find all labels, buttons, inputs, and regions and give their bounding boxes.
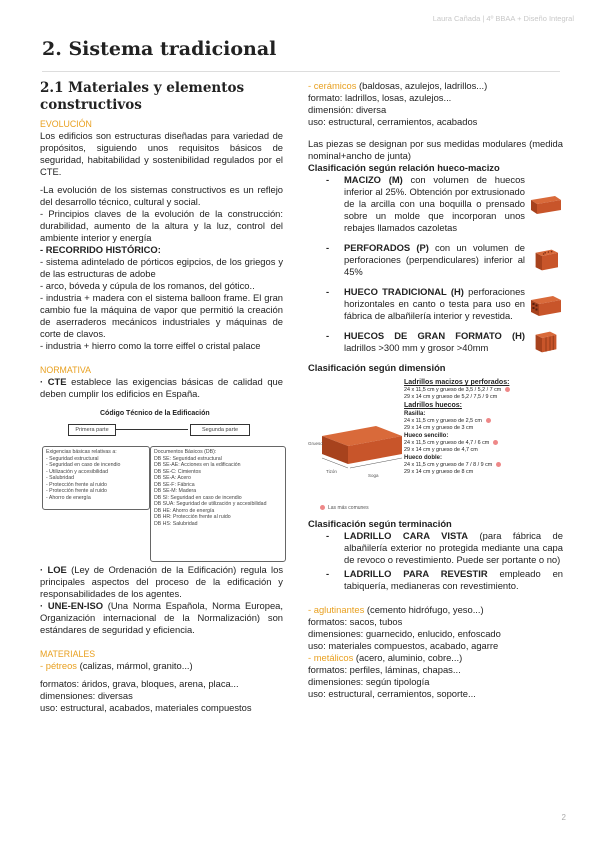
diagram-right-list <box>150 446 286 562</box>
diagram-line: DB SUA: Seguridad de utilización y accesibilidad <box>154 501 267 507</box>
revestir-text: empleado en tabiquería, medianeras con revestimiento. <box>344 568 563 591</box>
brick-hollow-image <box>529 292 563 316</box>
diagram-connector <box>116 429 188 430</box>
paragraph: - arco, bóveda y cúpula de los romanos, del gótico.. <box>40 280 255 291</box>
subheading: Clasificación según dimensión <box>308 362 446 373</box>
diagram-left-list <box>42 446 150 510</box>
petreos-label: - pétreos <box>40 660 77 671</box>
materiales-label: MATERIALES <box>40 649 96 659</box>
diagram-line: Exigencias básicas relativas a: <box>46 449 117 455</box>
brick-large-image <box>529 330 563 354</box>
page-number: 2 <box>561 813 566 822</box>
dimension-line: 24 x 11,5 cm y grueso de 3,5 / 5,2 / 7 cm <box>404 387 564 394</box>
list-item <box>308 330 563 354</box>
diagram-line: - Protección frente al ruido <box>46 488 107 494</box>
paragraph: Los edificios son estructuras diseñadas para variedad de propósitos, siguiendo unos requisitos básicos de seguridad, habitabilidad y sostenibilidad regulados por el CTE. <box>40 130 283 177</box>
diagram-line: DB HE: Ahorro de energía <box>154 507 215 514</box>
paragraph: formato: ladrillos, losas, azulejos... <box>308 92 452 103</box>
dimension-subheading: Hueco doble: <box>404 455 443 461</box>
hueco-text: perforaciones horizontales en canto o testa para uso en fábrica de albañilería interior y revestida. <box>344 286 525 321</box>
header-note: Laura Cañada | 4º BBAA + Diseño Integral <box>432 14 574 23</box>
loe-paragraph <box>40 564 283 600</box>
ceramicos-line <box>308 80 563 92</box>
list-text: - MACIZO (M) con volumen de huecos inferior al 25%. Obtención por extrusionado de la arcilla con una boquilla o prensado sobre un molde que incorporan unos rebajes llamados cazoletas <box>326 174 525 233</box>
dimension-heading: Ladrillos huecos: <box>404 402 462 409</box>
diagram-line: DB SE-F: Fábrica <box>154 481 195 488</box>
ceramicos-text: (baldosas, azulejos, ladrillos...) <box>356 80 488 91</box>
diagram-line: DB SE-M: Madera <box>154 488 197 494</box>
subheading: Clasificación según relación hueco-macizo <box>308 162 500 173</box>
cte-bold: · CTE <box>40 376 67 387</box>
list-text: - HUECO TRADICIONAL (H) perforaciones horizontales en canto o testa para uso en fábrica de albañilería interior y revestida. <box>326 286 525 321</box>
paragraph: - Principios claves de la evolución de la construcción: durabilidad, aumento de la altura y la luz, control del ambiente interior y energía <box>40 208 283 243</box>
petreos-text: (calizas, mármol, granito...) <box>77 660 193 671</box>
diagram-line: DB HS: Salubridad <box>154 520 198 527</box>
paragraph: dimensiones: según tipología <box>308 676 430 687</box>
brick-solid-image <box>529 192 563 216</box>
une-text: (Una Norma Española, Norma Europea, Organización internacional de la Normalización) son estándares de seguridad y eficiencia. <box>40 600 283 635</box>
diagram-line: - Ahorro de energía <box>46 494 91 501</box>
hueco-bold: HUECO TRADICIONAL (H) <box>344 286 464 297</box>
dimension-heading: Ladrillos macizos y perforados: <box>404 379 510 386</box>
une-bold: · UNE-EN-ISO <box>40 600 104 611</box>
diagram-line: - Seguridad estructural <box>46 455 99 462</box>
diagram-line: DB SE-AE: Acciones en la edificación <box>154 462 241 468</box>
dimension-line: 29 x 14 cm y grueso de 8 cm <box>404 469 474 475</box>
loe-text: (Ley de Ordenación de la Edificación) regula los principales aspectos del proceso de la edificación y responsabilidades de los agentes. <box>40 564 284 599</box>
diagram-box-left: Primera parte <box>68 424 116 436</box>
list-item <box>308 242 563 278</box>
paragraph: Las piezas se designan por sus medidas modulares (medida nominal+ancho de junta) <box>308 138 563 161</box>
loe-bold: · LOE <box>40 564 67 575</box>
aglutinantes-line <box>308 604 563 616</box>
ceramicos-label: - cerámicos <box>308 80 357 91</box>
diagram-line: - Protección frente al ruido <box>46 481 107 488</box>
aglutinantes-text: (cemento hidrófugo, yeso...) <box>364 604 484 615</box>
paragraph: - sistema adintelado de pórticos egipcios, de los griegos y de las estructuras de adobe <box>40 256 283 279</box>
list-item: - LADRILLO CARA VISTA (para fábrica de albañilería exterior no protegida mediante una capa de revoco o revestimiento. Puede ser portante o no) <box>326 530 563 565</box>
dimension-line: 24 x 11,5 cm y grueso de 4,7 / 6 cm <box>404 440 564 447</box>
subheading: Clasificación según terminación <box>308 518 452 529</box>
normativa-label: NORMATIVA <box>40 365 91 375</box>
metalicos-text: (acero, aluminio, cobre...) <box>353 652 463 663</box>
paragraph: dimensiones: diversas <box>40 690 133 701</box>
grueso-label: Grueso <box>308 441 323 446</box>
dimension-line: 29 x 14 cm y grueso de 4,7 cm <box>404 447 478 453</box>
aglutinantes-label: - aglutinantes <box>308 604 365 615</box>
diagram-line: DB SI: Seguridad en caso de incendio <box>154 494 242 501</box>
gran-formato-bold: HUECOS DE GRAN FORMATO (H) <box>344 330 525 341</box>
paragraph: -La evolución de los sistemas constructivos es un reflejo del desarrollo técnico, cultural y social. <box>40 184 283 207</box>
page-title: 2. Sistema tradicional <box>42 38 277 60</box>
diagram-line: DB SE-C: Cimientos <box>154 468 201 475</box>
perforados-bold: PERFORADOS (P) <box>344 242 429 253</box>
cara-vista-text: (para fábrica de albañilería exterior no protegida mediante una capa de revoco o revestimiento. Puede ser portante o no) <box>344 530 563 565</box>
dimension-line: 24 x 11,5 cm y grueso de 7 / 8 / 9 cm <box>404 462 564 469</box>
paragraph: formatos: perfiles, láminas, chapas... <box>308 664 461 675</box>
diagram-title: Código Técnico de la Edificación <box>100 410 210 417</box>
metalicos-line <box>308 652 563 664</box>
diagram-box-right: Segunda parte <box>190 424 250 436</box>
cte-text: establece las exigencias básicas de calidad que deben cumplir los edificios en España. <box>40 376 283 399</box>
paragraph: uso: estructural, cerramientos, acabados <box>308 116 478 127</box>
paragraph: uso: estructural, acabados, materiales compuestos <box>40 702 252 713</box>
paragraph: - RECORRIDO HISTÓRICO: <box>40 244 161 255</box>
brick-perforated-image <box>529 248 563 272</box>
dimension-line: 29 x 14 cm y grueso de 5,2 / 7,5 / 9 cm <box>404 394 498 400</box>
cte-paragraph <box>40 376 283 400</box>
paragraph: - industria + hierro como la torre eiffel o cristal palace <box>40 340 261 351</box>
diagram-line: DB SE-A: Acero <box>154 475 191 481</box>
diagram-line: - Utilización y accesibilidad <box>46 468 108 475</box>
cte-diagram <box>40 408 282 558</box>
paragraph: uso: materiales compuestos, acabado, agarre <box>308 640 499 651</box>
title-divider <box>42 71 560 72</box>
gran-formato-text: ladrillos >300 mm y grosor >40mm <box>344 342 489 353</box>
paragraph: formatos: áridos, grava, bloques, arena, placa... <box>40 678 239 689</box>
macizo-bold: MACIZO (M) <box>344 174 403 185</box>
petreos-line <box>40 660 283 672</box>
dimension-figure <box>308 378 563 514</box>
dimension-line: 29 x 14 cm y grueso de 3 cm <box>404 425 474 431</box>
tizon-label: Tizón <box>326 469 337 474</box>
diagram-line: DB SE: Seguridad estructural <box>154 455 222 462</box>
evolucion-label: EVOLUCIÓN <box>40 119 92 129</box>
perforados-text: con un volumen de perforaciones (perpendiculares) inferior al 45% <box>344 242 525 277</box>
soga-label: Soga <box>368 473 379 478</box>
cara-vista-bold: LADRILLO CARA VISTA <box>344 530 469 541</box>
paragraph: dimensiones: guarnecido, enlucido, enfoscado <box>308 628 501 639</box>
paragraph: - industria + madera con el sistema balloon frame. El gran cambio fue la máquina de vapor que permitió la creación de aserraderos mecánicos industriales y máquinas de corte de clavos. <box>40 292 283 339</box>
paragraph: uso: estructural, cerramientos, soporte... <box>308 688 476 699</box>
paragraph: dimensión: diversa <box>308 104 387 115</box>
diagram-line: Documentos Básicos (DB): <box>154 449 217 455</box>
diagram-line: - Salubridad <box>46 475 74 481</box>
section-heading: 2.1 Materiales y elementos constructivos <box>40 80 245 113</box>
dimension-subheading: Rasilla: <box>404 411 426 417</box>
metalicos-label: - metálicos <box>308 652 354 663</box>
dimension-note: Las más comunes <box>320 502 369 514</box>
dimension-line: 24 x 11,5 cm y grueso de 2,5 cm <box>404 418 564 425</box>
list-item <box>308 286 563 322</box>
dimension-subheading: Hueco sencillo: <box>404 433 449 439</box>
macizo-text: con volumen de huecos inferior al 25%. Obtención por extrusionado de la arcilla con una boquilla o prensado sobre un molde que incorporan unos rebajes llamados cazoletas <box>344 174 525 233</box>
diagram-line: - Seguridad en caso de incendio <box>46 462 121 468</box>
paragraph: formatos: sacos, tubos <box>308 616 403 627</box>
left-column <box>40 80 283 714</box>
diagram-line: DB HR: Protección frente al ruido <box>154 514 231 520</box>
list-item <box>308 174 563 234</box>
dimension-list <box>404 378 564 476</box>
list-text: - HUECOS DE GRAN FORMATO (H) ladrillos >300 mm y grosor >40mm <box>326 330 525 353</box>
une-paragraph <box>40 600 283 636</box>
revestir-bold: LADRILLO PARA REVESTIR <box>344 568 488 579</box>
list-text: - PERFORADOS (P) con un volumen de perforaciones (perpendiculares) inferior al 45% <box>326 242 525 277</box>
right-column <box>308 80 563 700</box>
list-item: - LADRILLO PARA REVESTIR empleado en tabiquería, medianeras con revestimiento. <box>326 568 563 591</box>
